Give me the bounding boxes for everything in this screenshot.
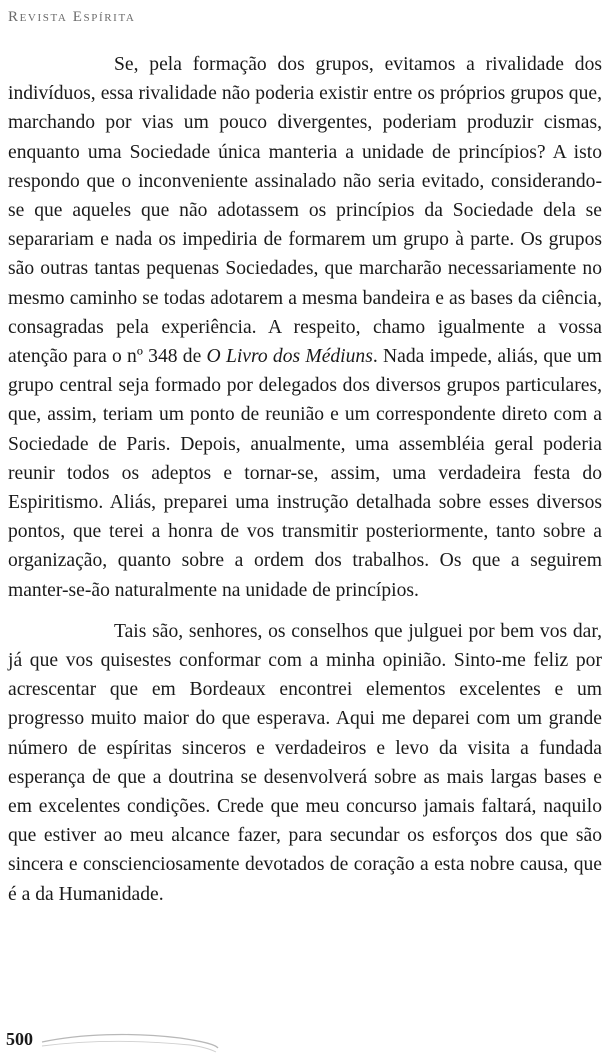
paragraph-1 — [8, 50, 602, 605]
paragraph-2: Tais são, senhores, os conselhos que julguei por bem vos dar, já que vos quisestes conformar com a minha opinião. Sinto-me feliz por acrescentar que em Bordeaux encontrei elementos excelentes e um progresso muito maior do que esperava. Aqui me deparei com um grande número de espíritas sinceros e verdadeiros e levo da visita a fundada esperança de que a doutrina se desenvolverá sobre as mais largas bases e em excelentes condições. Crede que meu concurso jamais faltará, naquilo que estiver ao meu alcance fazer, para secundar os esforços dos que são sincera e conscienciosamente devotados de coração a esta nobre causa, que é a da Humanidade. — [8, 620, 602, 905]
page-body — [8, 50, 602, 909]
page-number: 500 — [6, 1029, 33, 1049]
paragraph-1-text-start: Se, pela formação dos grupos, evitamos a rivalidade dos indivíduos, essa rivalidade não poderia existir entre os próprios grupos que, marchando por vias um pouco divergentes, poderiam produzir cismas, enquanto uma Sociedade única manteria a unidade de princípios? A isto respondo que o inconveniente assinalado não seria evitado, considerando-se que aqueles que não adotassem os princípios da Sociedade dela se separariam e nada os impediria de formarem um grupo à parte. Os grupos são outras tantas pequenas Sociedades, que marcharão necessariamente no mesmo caminho se todas adotarem a mesma bandeira e as bases da ciência, consagradas pela experiência. A respeito, chamo igualmente a vossa atenção para o nº 348 de — [8, 54, 602, 368]
book-title: O Livro dos Médiuns — [206, 346, 373, 368]
running-head: Revista Espírita — [8, 9, 136, 25]
paragraph-1-text-end: . Nada impede, aliás, que um grupo central seja formado por delegados dos diversos grupos particulares, que, assim, teriam um ponto de reunião e um correspondente direto com a Sociedade de Paris. Depois, anualmente, uma assembléia geral poderia reunir todos os adeptos e tornar-se, assim, uma verdadeira festa do Espiritismo. Aliás, preparei uma instrução detalhada sobre esses diversos pontos, que terei a honra de vos transmitir posteriormente, tanto sobre a organização, quanto sobre a ordem dos trabalhos. Os que a seguirem manter-se-ão naturalmente na unidade de princípios. — [8, 346, 603, 601]
page-flourish-ornament — [40, 1028, 220, 1054]
